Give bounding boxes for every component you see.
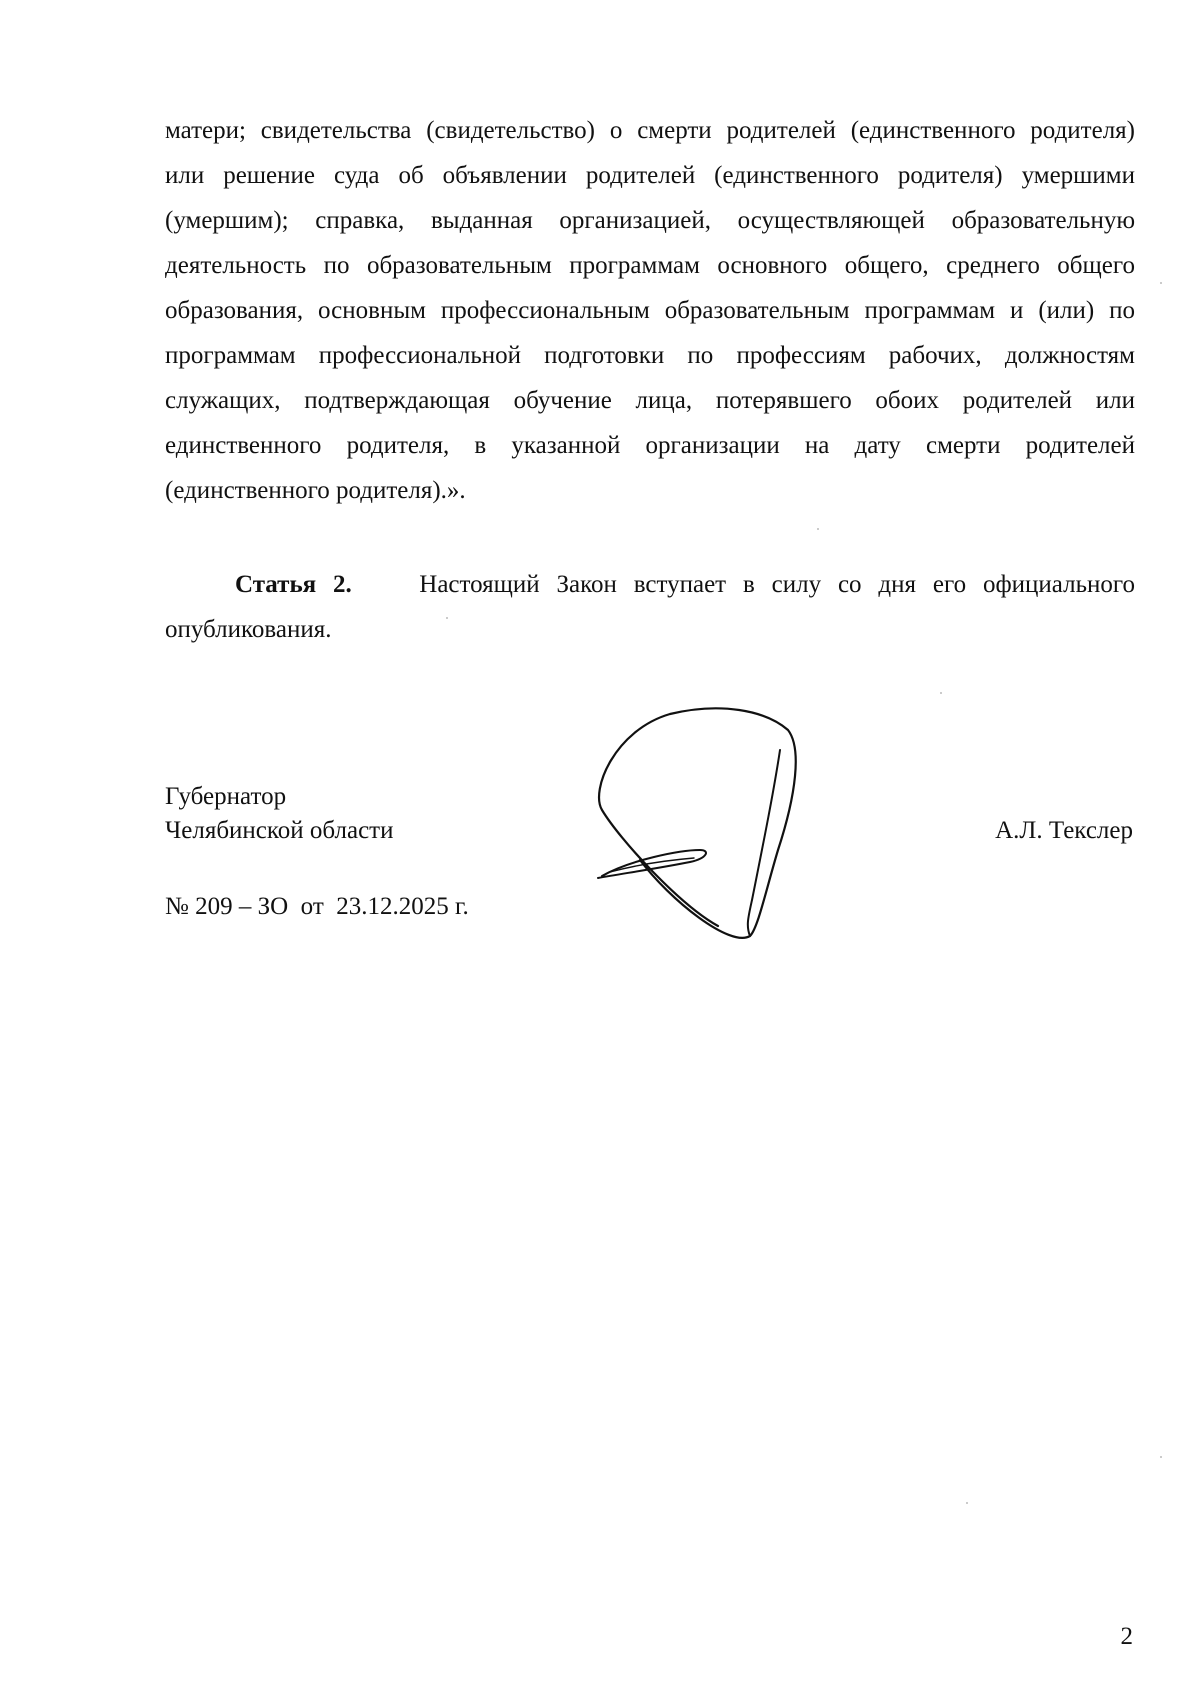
article-line: опубликования. xyxy=(165,616,332,643)
body-line: или решение суда об объявлении родителей (единственного родителя) умершими xyxy=(165,162,1135,189)
article-paragraph xyxy=(165,562,1135,652)
signer-title-line: Губернатор xyxy=(165,783,287,810)
scan-speck xyxy=(817,528,819,530)
scan-speck xyxy=(1160,1456,1162,1458)
law-number: № 209 – ЗО от 23.12.2025 г. xyxy=(165,893,469,920)
body-line: (умершим); справка, выданная организацией, осуществляющей образовательную xyxy=(165,207,1135,234)
body-line: единственного родителя, в указанной организации на дату смерти родителей xyxy=(165,432,1135,459)
body-line: деятельность по образовательным программам основного общего, среднего общего xyxy=(165,252,1135,279)
article-line xyxy=(165,562,1135,607)
body-line: (единственного родителя).». xyxy=(165,477,466,504)
article-label: Статья 2. xyxy=(235,571,352,598)
scan-speck xyxy=(1160,282,1162,284)
signer-title-line: Челябинской области xyxy=(165,817,394,844)
scan-speck xyxy=(940,692,942,694)
body-line: матери; свидетельства (свидетельство) о смерти родителей (единственного родителя) xyxy=(165,117,1135,144)
handwritten-signature xyxy=(590,700,830,940)
article-text: Настоящий Закон вступает в силу со дня его официального xyxy=(419,571,1136,598)
body-line: программам профессиональной подготовки по профессиям рабочих, должностям xyxy=(165,342,1135,369)
scan-speck xyxy=(446,617,448,619)
body-line: служащих, подтверждающая обучение лица, потерявшего обоих родителей или xyxy=(165,387,1135,414)
scan-speck xyxy=(966,1502,968,1504)
body-line: образования, основным профессиональным образовательным программам и (или) по xyxy=(165,297,1135,324)
page-number: 2 xyxy=(1120,1623,1133,1650)
signer-title xyxy=(165,780,393,848)
signer-name: А.Л. Текслер xyxy=(995,817,1133,844)
body-paragraph xyxy=(165,108,1135,513)
